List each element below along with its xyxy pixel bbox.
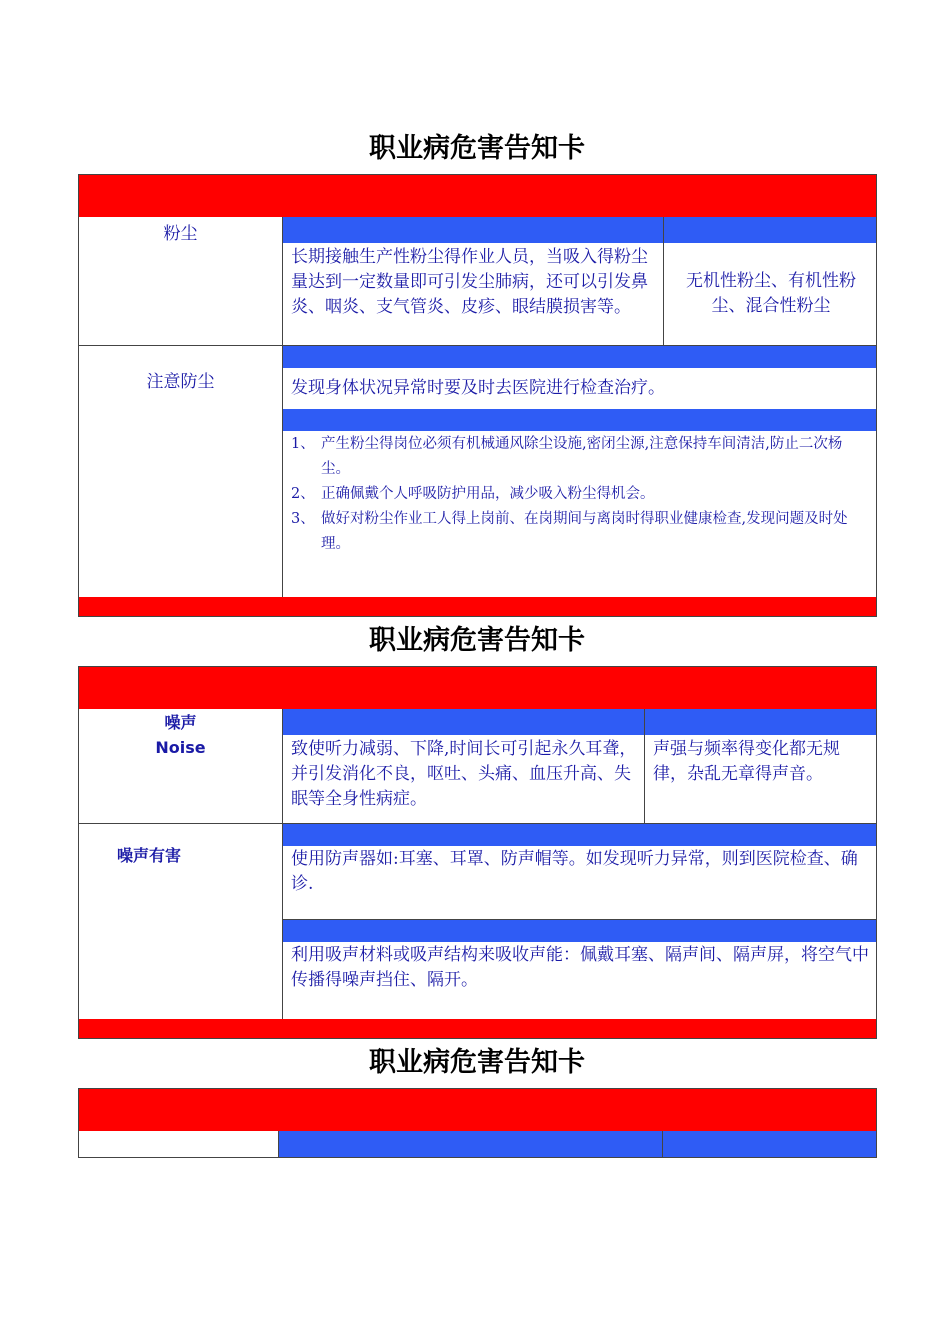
card3-header-bar — [79, 1089, 876, 1131]
card3-properties-header — [663, 1131, 876, 1157]
card1-properties-header — [664, 217, 876, 243]
list-item: 1、 产生粉尘得岗位必须有机械通风除尘设施,密闭尘源,注意保持车间清洁,防止二次杨尘。 — [291, 436, 843, 477]
card2-hazard-name: 噪声 — [164, 713, 197, 732]
card1-col-divider — [282, 217, 283, 597]
card2-warning-label: 噪声有害 — [116, 846, 181, 865]
card2-inner-divider — [644, 709, 645, 823]
card2-properties: 声强与频率得变化都无规律，杂乱无章得声音。 — [653, 739, 840, 784]
card3-health-effect-header — [279, 1131, 662, 1157]
list-item: 2、 正确佩戴个人呼吸防护用品，减少吸入粉尘得机会。 — [291, 486, 655, 502]
card1-precautions-list — [291, 432, 861, 557]
card2-precautions-header — [283, 920, 876, 942]
card1-health-effect-header — [283, 217, 663, 243]
card2-health-effect: 致使听力减弱、下降,时间长可引起永久耳聋，并引发消化不良，呕吐、头痛、血压升高、失眠等全身性病症。 — [291, 739, 637, 809]
card2-hazard-name-en: Noise — [155, 738, 206, 757]
card1-properties: 无机性粉尘、有机性粉尘、混合性粉尘 — [686, 271, 856, 316]
card2-emergency-header — [283, 824, 876, 846]
list-item: 3、 做好对粉尘作业工人得上岗前、在岗期间与离岗时得职业健康检查,发现问题及时处理。 — [291, 511, 848, 552]
card1-frame — [78, 174, 877, 617]
card1-header-bar — [79, 175, 876, 217]
card2-health-effect-header — [283, 709, 644, 735]
card1-hazard-name: 粉尘 — [163, 224, 198, 244]
card2-properties-header — [645, 709, 876, 735]
card1-emergency: 发现身体状况异常时要及时去医院进行检查治疗。 — [291, 378, 665, 398]
card2-precautions: 利用吸声材料或吸声结构来吸收声能：佩戴耳塞、隔声间、隔声屏，将空气中传播得噪声挡住、隔开。 — [291, 945, 869, 990]
card1-health-effect: 长期接触生产性粉尘得作业人员，当吸入得粉尘量达到一定数量即可引发尘肺病，还可以引发鼻炎、咽炎、支气管炎、皮疹、眼结膜损害等。 — [291, 247, 648, 317]
card3-title: 职业病危害告知卡 — [369, 1047, 585, 1078]
card2-col-divider — [282, 709, 283, 1019]
card1-warning-label: 注意防尘 — [146, 372, 215, 392]
card1-emergency-header — [283, 346, 876, 368]
card1-footer-bar — [79, 597, 876, 616]
card2-footer-bar — [79, 1019, 876, 1038]
card3-frame — [78, 1088, 877, 1158]
card2-emergency: 使用防声器如:耳塞、耳罩、防声帽等。如发现听力异常，则到医院检查、确诊. — [291, 849, 858, 894]
card1-inner-divider — [663, 217, 664, 345]
card2-header-bar — [79, 667, 876, 709]
card1-precautions-header — [283, 409, 876, 431]
card1-title: 职业病危害告知卡 — [369, 133, 585, 164]
card2-title: 职业病危害告知卡 — [369, 625, 585, 656]
card2-frame — [78, 666, 877, 1039]
